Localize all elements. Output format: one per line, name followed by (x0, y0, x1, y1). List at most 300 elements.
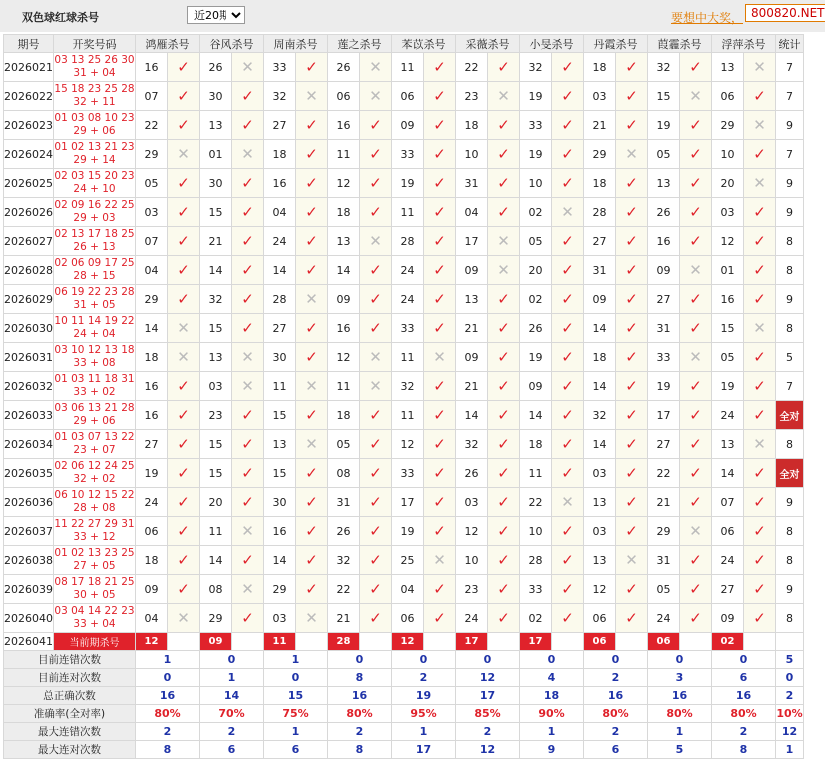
numbers-line-2: 29 + 03 (73, 212, 116, 224)
stat-value: 12 (456, 669, 520, 687)
table-row (4, 401, 804, 430)
stat-value: 95% (392, 705, 456, 723)
kill-number-cell: 10 (520, 169, 552, 198)
total-cell: 8 (776, 430, 804, 459)
check-icon: ✓ (232, 256, 264, 285)
stat-value: 16 (648, 687, 712, 705)
kill-number-cell: 04 (392, 575, 424, 604)
kill-number-cell: 32 (648, 53, 680, 82)
check-icon: ✓ (232, 169, 264, 198)
kill-number-cell: 30 (264, 343, 296, 372)
kill-number-cell: 05 (328, 430, 360, 459)
stat-row (4, 669, 804, 687)
numbers-line-2: 30 + 05 (73, 589, 116, 601)
kill-number-cell: 16 (264, 517, 296, 546)
check-icon: ✓ (296, 198, 328, 227)
kill-number-cell: 21 (200, 227, 232, 256)
table-row (4, 430, 804, 459)
kill-number-cell: 30 (264, 488, 296, 517)
period-cell: 2026030 (4, 314, 54, 343)
stat-value: 2 (712, 723, 776, 741)
check-icon: ✓ (680, 575, 712, 604)
check-icon: ✓ (424, 372, 456, 401)
kill-number-cell: 31 (456, 169, 488, 198)
current-kill-spacer (296, 633, 328, 651)
check-icon: ✓ (296, 488, 328, 517)
kill-number-cell: 27 (584, 227, 616, 256)
current-total-spacer (776, 633, 804, 651)
kill-number-cell: 11 (392, 53, 424, 82)
cross-icon: ✕ (232, 53, 264, 82)
kill-number-cell: 01 (712, 256, 744, 285)
numbers-line-2: 33 + 04 (73, 618, 116, 630)
kill-number-cell: 03 (136, 198, 168, 227)
check-icon: ✓ (616, 372, 648, 401)
check-icon: ✓ (680, 111, 712, 140)
check-icon: ✓ (296, 169, 328, 198)
check-icon: ✓ (616, 227, 648, 256)
cross-icon: ✕ (360, 227, 392, 256)
kill-number-cell: 10 (520, 517, 552, 546)
kill-number-cell: 16 (136, 372, 168, 401)
winning-numbers-cell (54, 372, 136, 401)
kill-number-cell: 24 (456, 604, 488, 633)
kill-number-cell: 29 (136, 285, 168, 314)
col-expert: 莲之杀号 (328, 35, 392, 53)
check-icon: ✓ (552, 53, 584, 82)
current-period-cell: 2026041 (4, 633, 54, 651)
check-icon: ✓ (360, 198, 392, 227)
kill-number-cell: 09 (456, 343, 488, 372)
kill-number-cell: 13 (456, 285, 488, 314)
check-icon: ✓ (360, 604, 392, 633)
winning-numbers-cell (54, 401, 136, 430)
kill-number-cell: 13 (328, 227, 360, 256)
cross-icon: ✕ (744, 111, 776, 140)
check-icon: ✓ (488, 343, 520, 372)
stat-value: 16 (712, 687, 776, 705)
numbers-line-1: 03 06 13 21 28 (54, 402, 135, 414)
numbers-line-1: 03 10 12 13 18 (54, 344, 135, 356)
total-cell: 7 (776, 372, 804, 401)
stat-value: 16 (136, 687, 200, 705)
check-icon: ✓ (552, 546, 584, 575)
check-icon: ✓ (232, 546, 264, 575)
check-icon: ✓ (360, 401, 392, 430)
kill-number-cell: 20 (520, 256, 552, 285)
current-kill-number: 17 (520, 633, 552, 651)
cross-icon: ✕ (424, 343, 456, 372)
check-icon: ✓ (360, 140, 392, 169)
kill-number-cell: 15 (264, 459, 296, 488)
check-icon: ✓ (552, 140, 584, 169)
kill-number-cell: 14 (584, 430, 616, 459)
table-row (4, 111, 804, 140)
check-icon: ✓ (296, 227, 328, 256)
winning-numbers-cell (54, 517, 136, 546)
kill-number-cell: 08 (328, 459, 360, 488)
kill-number-cell: 09 (392, 111, 424, 140)
draw-rows (4, 53, 804, 633)
col-expert: 小旻杀号 (520, 35, 584, 53)
check-icon: ✓ (424, 430, 456, 459)
check-icon: ✓ (168, 198, 200, 227)
kill-number-cell: 13 (584, 488, 616, 517)
cross-icon: ✕ (680, 256, 712, 285)
kill-number-cell: 06 (712, 517, 744, 546)
check-icon: ✓ (488, 430, 520, 459)
table-row (4, 53, 804, 82)
kill-number-cell: 22 (328, 575, 360, 604)
promo-link[interactable]: 要想中大奖， (671, 11, 744, 25)
stat-value: 9 (520, 741, 584, 759)
check-icon: ✓ (744, 285, 776, 314)
check-icon: ✓ (552, 604, 584, 633)
stat-value: 80% (136, 705, 200, 723)
check-icon: ✓ (232, 430, 264, 459)
check-icon: ✓ (616, 111, 648, 140)
period-cell: 2026034 (4, 430, 54, 459)
kill-number-cell: 27 (648, 430, 680, 459)
kill-number-cell: 07 (712, 488, 744, 517)
check-icon: ✓ (296, 546, 328, 575)
kill-number-cell: 19 (392, 169, 424, 198)
cross-icon: ✕ (168, 314, 200, 343)
col-expert: 葭霾杀号 (648, 35, 712, 53)
kill-number-cell: 28 (584, 198, 616, 227)
winning-numbers-cell (54, 256, 136, 285)
stat-value: 0 (136, 669, 200, 687)
cross-icon: ✕ (168, 343, 200, 372)
numbers-line-2: 31 + 05 (73, 299, 116, 311)
check-icon: ✓ (296, 111, 328, 140)
check-icon: ✓ (680, 169, 712, 198)
kill-number-cell: 09 (520, 372, 552, 401)
kill-number-cell: 03 (264, 604, 296, 633)
kill-number-cell: 21 (456, 372, 488, 401)
numbers-line-1: 08 17 18 21 25 (54, 576, 135, 588)
table-row (4, 256, 804, 285)
kill-number-cell: 22 (648, 459, 680, 488)
check-icon: ✓ (360, 430, 392, 459)
check-icon: ✓ (680, 198, 712, 227)
check-icon: ✓ (488, 140, 520, 169)
kill-number-cell: 19 (392, 517, 424, 546)
check-icon: ✓ (424, 198, 456, 227)
kill-number-cell: 30 (200, 169, 232, 198)
check-icon: ✓ (360, 314, 392, 343)
check-icon: ✓ (552, 285, 584, 314)
numbers-line-2: 33 + 02 (73, 386, 116, 398)
kill-number-cell: 14 (328, 256, 360, 285)
kill-number-cell: 14 (520, 401, 552, 430)
kill-number-cell: 17 (648, 401, 680, 430)
kill-number-cell: 17 (456, 227, 488, 256)
kill-number-cell: 05 (136, 169, 168, 198)
stat-value: 17 (392, 741, 456, 759)
period-cell: 2026036 (4, 488, 54, 517)
numbers-line-1: 02 03 15 20 23 (54, 170, 135, 182)
check-icon: ✓ (168, 488, 200, 517)
check-icon: ✓ (488, 285, 520, 314)
kill-number-cell: 24 (136, 488, 168, 517)
stat-value: 16 (584, 687, 648, 705)
stat-value: 0 (584, 651, 648, 669)
kill-number-cell: 11 (392, 198, 424, 227)
stat-value: 80% (328, 705, 392, 723)
numbers-line-1: 10 11 14 19 22 (54, 315, 135, 327)
check-icon: ✓ (168, 53, 200, 82)
kill-number-cell: 18 (264, 140, 296, 169)
check-icon: ✓ (360, 546, 392, 575)
table-row (4, 140, 804, 169)
numbers-line-1: 01 03 08 10 23 (54, 112, 135, 124)
winning-numbers-cell (54, 53, 136, 82)
current-kill-spacer (552, 633, 584, 651)
stat-value: 8 (136, 741, 200, 759)
current-kill-spacer (680, 633, 712, 651)
check-icon: ✓ (552, 517, 584, 546)
check-icon: ✓ (488, 314, 520, 343)
kill-number-cell: 26 (648, 198, 680, 227)
check-icon: ✓ (232, 459, 264, 488)
stat-value: 2 (392, 669, 456, 687)
numbers-line-1: 02 06 09 17 25 (54, 257, 135, 269)
stat-value: 5 (776, 651, 804, 669)
total-cell: 7 (776, 82, 804, 111)
kill-number-cell: 33 (264, 53, 296, 82)
numbers-line-2: 23 + 07 (73, 444, 116, 456)
check-icon: ✓ (744, 488, 776, 517)
check-icon: ✓ (296, 459, 328, 488)
kill-number-cell: 10 (712, 140, 744, 169)
kill-number-cell: 05 (648, 140, 680, 169)
check-icon: ✓ (744, 546, 776, 575)
check-icon: ✓ (552, 82, 584, 111)
cross-icon: ✕ (232, 343, 264, 372)
kill-number-cell: 03 (584, 459, 616, 488)
current-kill-spacer (744, 633, 776, 651)
kill-number-cell: 01 (200, 140, 232, 169)
numbers-line-1: 15 18 23 25 28 (54, 83, 135, 95)
kill-number-cell: 29 (200, 604, 232, 633)
numbers-line-2: 32 + 11 (73, 96, 116, 108)
cross-icon: ✕ (552, 488, 584, 517)
kill-number-cell: 32 (264, 82, 296, 111)
total-cell: 8 (776, 314, 804, 343)
stat-label: 准确率(全对率) (4, 705, 136, 723)
period-cell: 2026022 (4, 82, 54, 111)
stat-value: 3 (648, 669, 712, 687)
cross-icon: ✕ (744, 314, 776, 343)
check-icon: ✓ (232, 314, 264, 343)
stat-value: 80% (584, 705, 648, 723)
check-icon: ✓ (680, 401, 712, 430)
cross-icon: ✕ (168, 140, 200, 169)
check-icon: ✓ (488, 169, 520, 198)
check-icon: ✓ (168, 430, 200, 459)
check-icon: ✓ (552, 343, 584, 372)
winning-numbers-cell (54, 227, 136, 256)
check-icon: ✓ (424, 459, 456, 488)
kill-number-cell: 24 (392, 256, 424, 285)
check-icon: ✓ (680, 53, 712, 82)
check-icon: ✓ (232, 111, 264, 140)
check-icon: ✓ (168, 285, 200, 314)
check-icon: ✓ (424, 517, 456, 546)
numbers-line-1: 01 02 13 21 23 (54, 141, 135, 153)
cross-icon: ✕ (680, 82, 712, 111)
stat-value: 6 (712, 669, 776, 687)
kill-number-cell: 24 (264, 227, 296, 256)
period-range-select[interactable] (187, 6, 245, 24)
stat-value: 0 (328, 651, 392, 669)
check-icon: ✓ (232, 604, 264, 633)
numbers-line-1: 06 19 22 23 28 (54, 286, 135, 298)
kill-number-cell: 09 (648, 256, 680, 285)
kill-number-cell: 17 (392, 488, 424, 517)
numbers-line-2: 28 + 15 (73, 270, 116, 282)
check-icon: ✓ (616, 285, 648, 314)
check-icon: ✓ (680, 546, 712, 575)
current-kill-number: 02 (712, 633, 744, 651)
period-cell: 2026039 (4, 575, 54, 604)
check-icon: ✓ (424, 111, 456, 140)
stat-value: 1 (264, 651, 328, 669)
period-cell: 2026024 (4, 140, 54, 169)
kill-number-cell: 02 (520, 198, 552, 227)
kill-number-cell: 31 (328, 488, 360, 517)
kill-number-cell: 15 (264, 401, 296, 430)
stat-value: 0 (776, 669, 804, 687)
stat-row (4, 651, 804, 669)
stat-value: 12 (776, 723, 804, 741)
kill-number-cell: 19 (712, 372, 744, 401)
cross-icon: ✕ (744, 430, 776, 459)
total-cell: 8 (776, 256, 804, 285)
kill-number-cell: 14 (136, 314, 168, 343)
cross-icon: ✕ (232, 517, 264, 546)
kill-number-cell: 14 (200, 256, 232, 285)
kill-number-cell: 14 (264, 546, 296, 575)
current-kill-number: 06 (584, 633, 616, 651)
kill-number-cell: 33 (392, 459, 424, 488)
stat-value: 12 (456, 741, 520, 759)
period-cell: 2026037 (4, 517, 54, 546)
check-icon: ✓ (424, 488, 456, 517)
stat-label: 最大连对次数 (4, 741, 136, 759)
col-expert: 苯苡杀号 (392, 35, 456, 53)
check-icon: ✓ (616, 488, 648, 517)
kill-number-cell: 09 (136, 575, 168, 604)
check-icon: ✓ (296, 343, 328, 372)
check-icon: ✓ (360, 459, 392, 488)
kill-number-cell: 06 (392, 82, 424, 111)
period-cell: 2026025 (4, 169, 54, 198)
kill-number-cell: 27 (264, 111, 296, 140)
check-icon: ✓ (744, 198, 776, 227)
kill-number-cell: 13 (648, 169, 680, 198)
cross-icon: ✕ (680, 517, 712, 546)
stat-value: 1 (648, 723, 712, 741)
kill-number-cell: 10 (456, 140, 488, 169)
kill-number-cell: 13 (712, 430, 744, 459)
total-cell: 9 (776, 285, 804, 314)
kill-number-cell: 04 (136, 604, 168, 633)
kill-number-cell: 19 (520, 343, 552, 372)
winning-numbers-cell (54, 198, 136, 227)
kill-number-cell: 18 (584, 53, 616, 82)
kill-number-cell: 16 (328, 111, 360, 140)
check-icon: ✓ (360, 517, 392, 546)
winning-numbers-cell (54, 575, 136, 604)
kill-number-cell: 07 (136, 82, 168, 111)
stat-value: 5 (648, 741, 712, 759)
kill-number-cell: 26 (328, 517, 360, 546)
col-expert: 采薇杀号 (456, 35, 520, 53)
check-icon: ✓ (616, 517, 648, 546)
col-period: 期号 (4, 35, 54, 53)
check-icon: ✓ (360, 169, 392, 198)
table-row (4, 343, 804, 372)
cross-icon: ✕ (488, 82, 520, 111)
winning-numbers-cell (54, 285, 136, 314)
total-cell: 8 (776, 227, 804, 256)
check-icon: ✓ (360, 488, 392, 517)
current-kill-number: 28 (328, 633, 360, 651)
numbers-line-2: 31 + 04 (73, 67, 116, 79)
kill-number-cell: 31 (648, 546, 680, 575)
check-icon: ✓ (168, 169, 200, 198)
total-cell: 9 (776, 198, 804, 227)
kill-number-cell: 20 (200, 488, 232, 517)
check-icon: ✓ (424, 575, 456, 604)
total-cell: 8 (776, 546, 804, 575)
cross-icon: ✕ (744, 169, 776, 198)
kill-number-cell: 27 (264, 314, 296, 343)
table-row (4, 169, 804, 198)
total-cell: 8 (776, 517, 804, 546)
table-row (4, 546, 804, 575)
kill-number-cell: 09 (328, 285, 360, 314)
all-correct-badge: 全对 (776, 459, 804, 488)
table-row (4, 575, 804, 604)
check-icon: ✓ (168, 227, 200, 256)
stat-value: 1 (520, 723, 584, 741)
numbers-line-2: 24 + 10 (73, 183, 116, 195)
col-expert: 浮萍杀号 (712, 35, 776, 53)
check-icon: ✓ (488, 198, 520, 227)
check-icon: ✓ (616, 575, 648, 604)
kill-number-cell: 30 (200, 82, 232, 111)
kill-number-cell: 23 (456, 575, 488, 604)
kill-number-cell: 07 (136, 227, 168, 256)
stat-value: 2 (584, 669, 648, 687)
current-kill-spacer (424, 633, 456, 651)
site-badge: 800820.NET (745, 4, 825, 22)
stat-value: 4 (520, 669, 584, 687)
numbers-line-2: 33 + 12 (73, 531, 116, 543)
kill-number-cell: 33 (392, 140, 424, 169)
check-icon: ✓ (680, 459, 712, 488)
stats-rows (4, 651, 804, 759)
cross-icon: ✕ (168, 604, 200, 633)
kill-number-cell: 06 (392, 604, 424, 633)
kill-number-cell: 14 (584, 314, 616, 343)
winning-numbers-cell (54, 459, 136, 488)
check-icon: ✓ (424, 285, 456, 314)
kill-number-cell: 32 (200, 285, 232, 314)
